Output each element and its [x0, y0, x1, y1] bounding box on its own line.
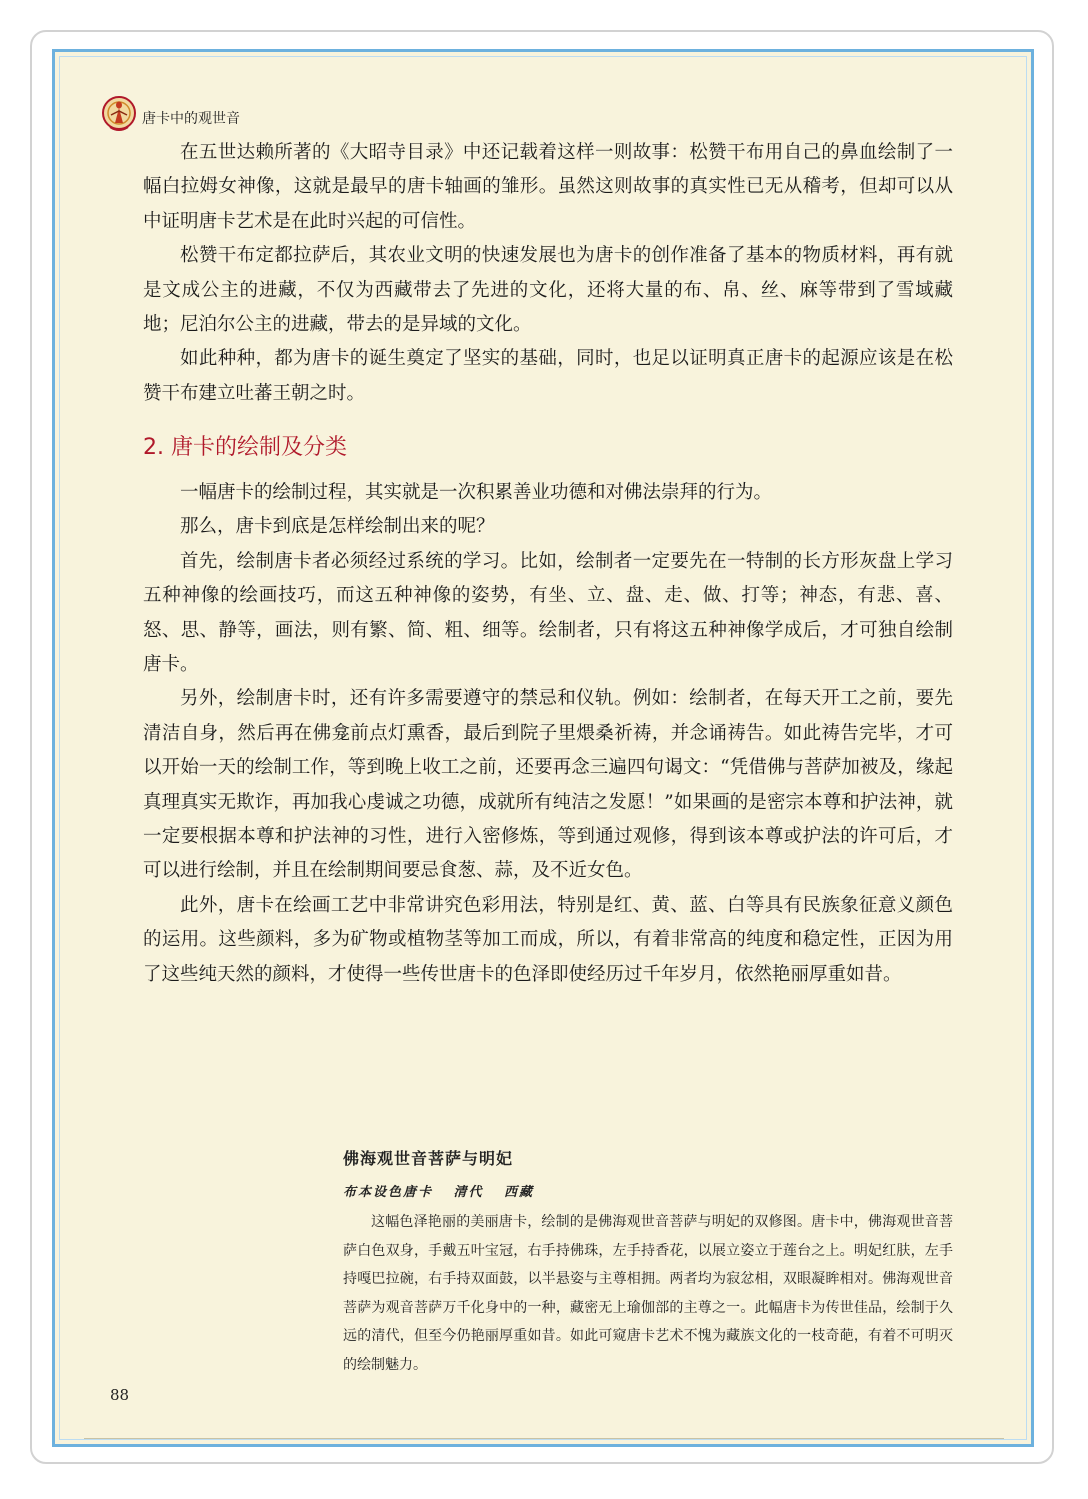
running-title: 唐卡中的观世音	[142, 111, 240, 127]
body-text-section	[143, 476, 953, 992]
paragraph: 首先，绘制唐卡者必须经过系统的学习。比如，绘制者一定要先在一特制的长方形灰盘上学习五种神像的绘画技巧，而这五种神像的姿势，有坐、立、盘、走、做、打等；神态，有悲、喜、怒、思、静等，画法，则有繁、简、粗、细等。绘制者，只有将这五种神像学成后，才可独自绘制唐卡。	[143, 550, 953, 676]
caption-title: 佛海观世音菩萨与明妃	[343, 1149, 514, 1168]
section-heading: 2. 唐卡的绘制及分类	[143, 435, 347, 460]
paragraph: 那么，唐卡到底是怎样绘制出来的呢？	[180, 516, 495, 538]
paragraph: 如此种种，都为唐卡的诞生奠定了坚实的基础，同时，也足以证明真正唐卡的起源应该是在松赞干布建立吐蕃王朝之时。	[143, 348, 953, 404]
caption-meta: 布本设色唐卡 清代 西藏	[343, 1185, 535, 1200]
caption-text: 这幅色泽艳丽的美丽唐卡，绘制的是佛海观世音菩萨与明妃的双修图。唐卡中，佛海观世音菩萨白色双身，手戴五叶宝冠，右手持佛珠，左手持香花，以展立姿立于莲台之上。明妃红肤，左手持嘎巴拉碗，右手持双面鼓，以半悬姿与主尊相拥。两者均为寂忿相，双眼凝眸相对。佛海观世音菩萨为观音菩萨万千化身中的一种，藏密无上瑜伽部的主尊之一。此幅唐卡为传世佳品，绘制于久远的清代，但至今仍艳丽厚重如昔。如此可窥唐卡艺术不愧为藏族文化的一枝奇葩，有着不可明灭的绘制魅力。	[343, 1214, 953, 1373]
bottom-rule	[84, 1438, 1004, 1439]
running-head	[100, 93, 240, 137]
body-text-top	[143, 136, 953, 411]
image-caption	[343, 1146, 953, 1380]
paragraph: 此外，唐卡在绘画工艺中非常讲究色彩用法，特别是红、黄、蓝、白等具有民族象征意义颜色的运用。这些颜料，多为矿物或植物茎等加工而成，所以，有着非常高的纯度和稳定性，正因为用了这些纯天然的颜料，才使得一些传世唐卡的色泽即使经历过千年岁月，依然艳丽厚重如昔。	[143, 894, 953, 985]
paragraph: 松赞干布定都拉萨后，其农业文明的快速发展也为唐卡的创作准备了基本的物质材料，再有就是文成公主的进藏，不仅为西藏带去了先进的文化，还将大量的布、帛、丝、麻等带到了雪域藏地；尼泊尔公主的进藏，带去的是异域的文化。	[143, 245, 953, 336]
paragraph: 一幅唐卡的绘制过程，其实就是一次积累善业功德和对佛法崇拜的行为。	[180, 482, 773, 503]
paragraph: 另外，绘制唐卡时，还有许多需要遵守的禁忌和仪轨。例如：绘制者，在每天开工之前，要先清洁自身，然后再在佛龛前点灯熏香，最后到院子里煨桑祈祷，并念诵祷告。如此祷告完毕，才可以开始一天的绘制工作，等到晚上收工之前，还要再念三遍四句谒文：“凭借佛与菩萨加被及，缘起真理真实无欺诈，再加我心虔诚之功德，成就所有纯洁之发愿！”如果画的是密宗本尊和护法神，就一定要根据本尊和护法神的习性，进行入密修炼，等到通过观修，得到该本尊或护法的许可后，才可以进行绘制，并且在绘制期间要忌食葱、蒜，及不近女色。	[143, 688, 953, 882]
avalokiteshvara-emblem-icon	[100, 93, 138, 137]
paragraph: 在五世达赖所著的《大昭寺目录》中还记载着这样一则故事：松赞干布用自己的鼻血绘制了一幅白拉姆女神像，这就是最早的唐卡轴画的雏形。虽然这则故事的真实性已无从稽考，但却可以从中证明唐卡艺术是在此时兴起的可信性。	[143, 142, 953, 232]
page-number: 88	[110, 1386, 130, 1404]
